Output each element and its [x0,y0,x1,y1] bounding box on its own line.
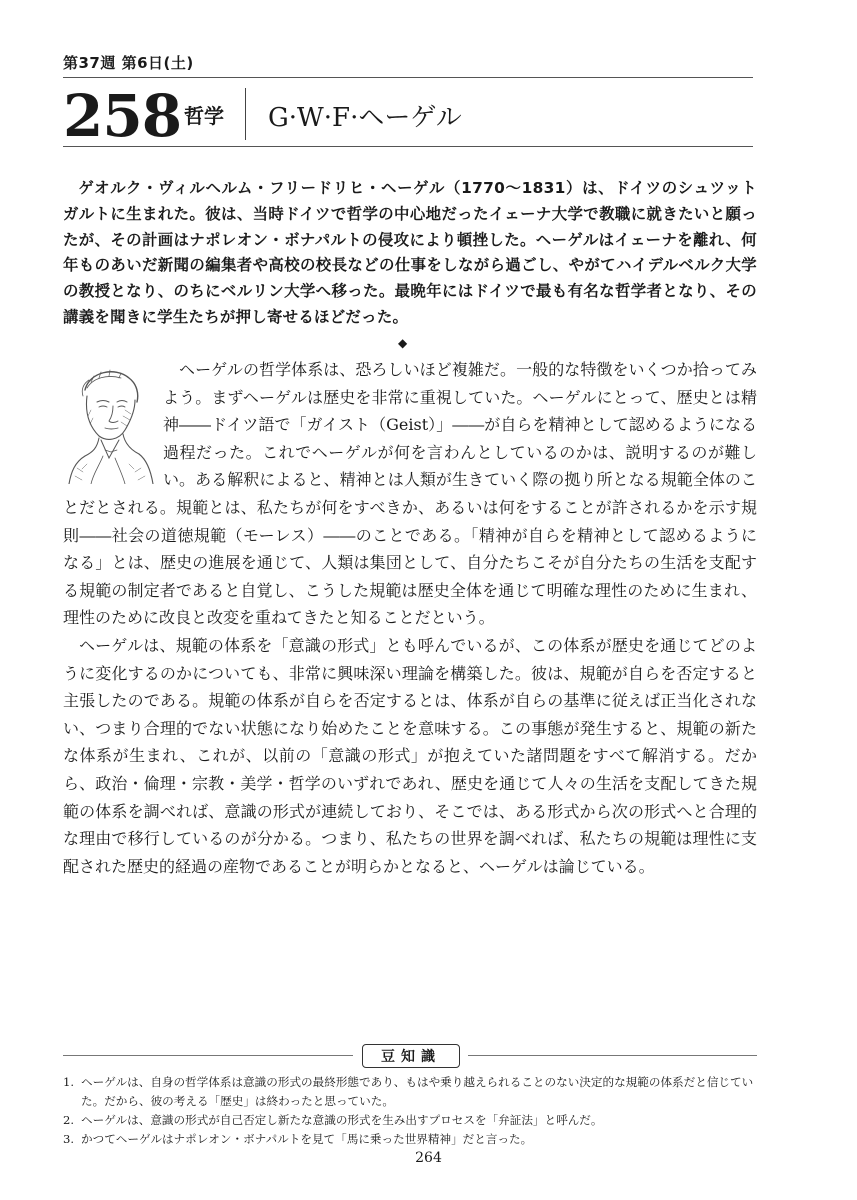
trivia-heading: 豆知識 [362,1044,460,1068]
trivia-list [63,1073,763,1149]
trivia-rule-right [468,1055,757,1056]
category-label: 哲学 [184,104,224,128]
trivia-rule-left [63,1055,353,1056]
intro-paragraph: ゲオルク・ヴィルヘルム・フリードリヒ・ヘーゲル（1770〜1831）は、ドイツのシュツットガルトに生まれた。彼は、当時ドイツで哲学の中心地だったイェーナ大学で教職に就きたいと願ったが、その計画はナポレオン・ボナパルトの侵攻により頓挫した。ヘーゲルはイェーナを離れ、何年ものあいだ新聞の編集者や高校の校長などの仕事をしながら過ごし、やがてハイデルベルク大学の教授となり、のちにベルリン大学へ移った。最晩年にはドイツで最も有名な哲学者となり、その講義を聞きに学生たちが押し寄せるほどだった。 [63,179,757,326]
trivia-item [63,1130,763,1149]
trivia-number: 2. [63,1113,75,1127]
page-number: 264 [415,1150,442,1166]
body-text [63,356,757,880]
top-rule [63,77,753,78]
trivia-text: ヘーゲルは、自身の哲学体系は意識の形式の最終形態であり、もはや乗り越えられることのない決定的な規範の体系だと信じていた。だから、彼の考える「歴史」は終わったと思っていた。 [81,1075,754,1108]
trivia-item [63,1111,763,1130]
trivia-text: かつてヘーゲルはナポレオン・ボナパルトを見て「馬に乗った世界精神」だと言った。 [81,1132,533,1146]
body-paragraph: ヘーゲルの哲学体系は、恐ろしいほど複雑だ。一般的な特徴をいくつか拾ってみよう。まずヘーゲルは歴史を非常に重視していた。ヘーゲルにとって、歴史とは精神――ドイツ語で「ガイスト（Geist）」――が自らを精神として認めるようになる過程だった。これでヘーゲルが何を言わんとしているのかは、説明するのが難しい。ある解釈によると、精神とは人類が生きていく際の拠り所となる規範全体のことだとされる。規範とは、私たちが何をすべきか、あるいは何をすることが許されるかを示す規則――社会の道徳規範（モーレス）――のことである。「精神が自らを精神として認めるようになる」とは、歴史の進展を通じて、人類は集団として、自分たちこそが自分たちの生活を支配する規範の制定者であると自覚し、こうした規範は歴史全体を通じて明確な理性のために生まれ、理性のために改良と改変を重ねてきたと知ることだという。 [63,360,757,628]
header-divider [245,88,246,140]
header-rule [63,146,753,147]
section-separator: ◆ [398,336,408,350]
trivia-item [63,1073,763,1111]
week-day-label: 第37週 第6日(土) [63,54,194,72]
entry-title: G·W·F·ヘーゲル [268,103,462,133]
trivia-text: ヘーゲルは、意識の形式が自己否定し新たな意識の形式を生み出すプロセスを「弁証法」と呼んだ。 [81,1113,603,1127]
entry-number: 258 [63,82,182,150]
trivia-number: 1. [63,1075,75,1089]
trivia-number: 3. [63,1132,75,1146]
body-paragraph: ヘーゲルは、規範の体系を「意識の形式」とも呼んでいるが、この体系が歴史を通じてどのように変化するのかについても、非常に興味深い理論を構築した。彼は、規範が自らを否定すると主張したのである。規範の体系が自らを否定するとは、体系が自らの基準に従えば正当化されない、つまり合理的でない状態になり始めたことを意味する。この事態が発生すると、規範の新たな体系が生まれ、これが、以前の「意識の形式」が抱えていた諸問題をすべて解消する。だから、政治・倫理・宗教・美学・哲学のいずれであれ、歴史を通じて人々の生活を支配してきた規範の体系を調べれば、意識の形式が連続しており、そこでは、ある形式から次の形式へと合理的な理由で移行しているのが分かる。つまり、私たちの世界を調べれば、私たちの規範は理性に支配された歴史的経過の産物であることが明らかとなると、ヘーゲルは論じている。 [63,635,757,876]
